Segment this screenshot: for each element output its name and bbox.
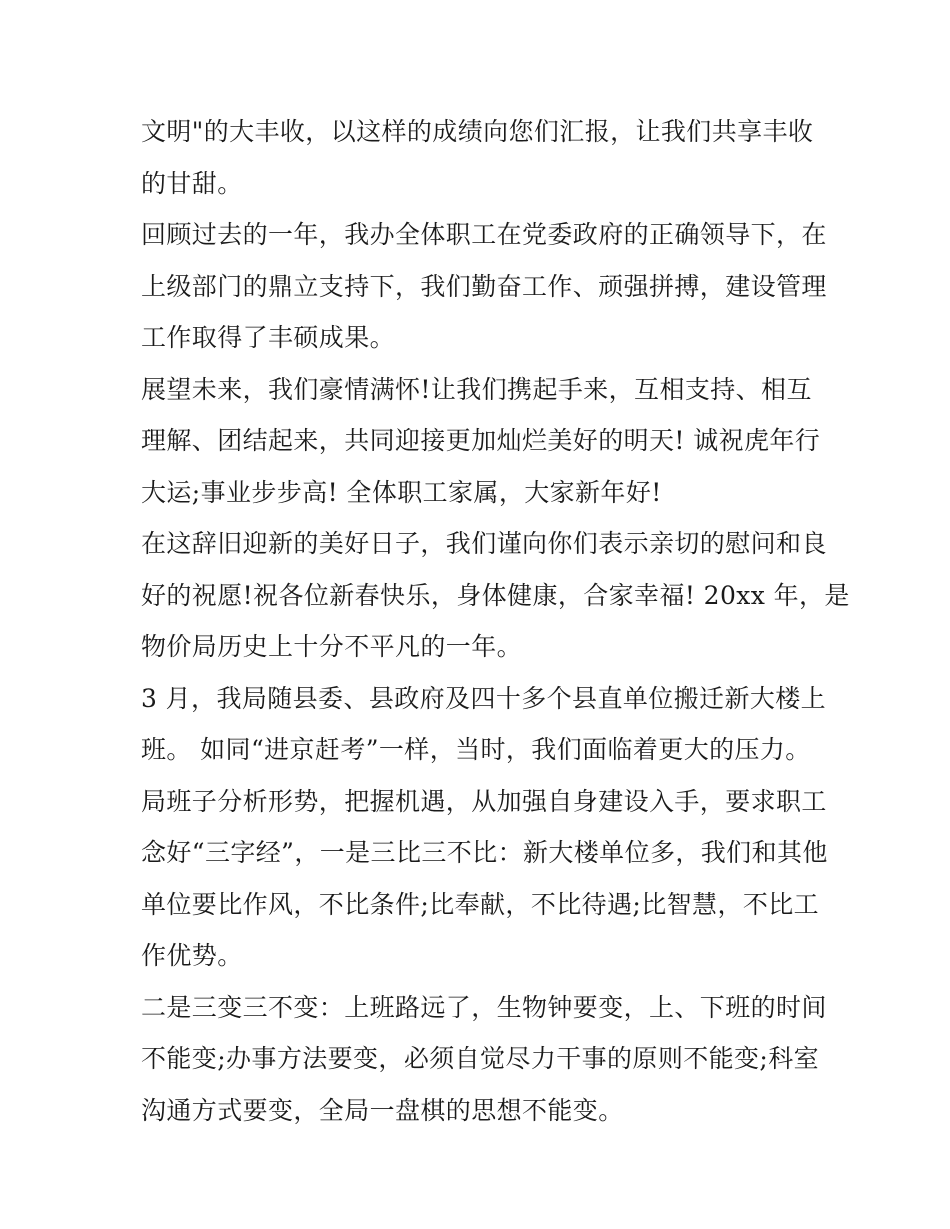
- text-line: 在这辞旧迎新的美好日子，我们谨向你们表示亲切的慰问和良: [141, 529, 827, 558]
- text-line: 好的祝愿!祝各位新春快乐，身体健康，合家幸福! 20xx 年，是: [141, 580, 850, 610]
- document-body: [141, 106, 850, 1136]
- text-line: 念好“三字经”，一是三比三不比：新大楼单位多，我们和其他: [141, 838, 828, 867]
- text-line: 回顾过去的一年，我办全体职工在党委政府的正确领导下，在: [141, 220, 827, 249]
- text-line: 不能变;办事方法要变，必须自觉尽力干事的原则不能变;科室: [141, 1044, 820, 1073]
- text-line: 班。 如同“进京赶考”一样，当时，我们面临着更大的压力。: [141, 735, 811, 764]
- text-line: 沟通方式要变，全局一盘棋的思想不能变。: [141, 1095, 624, 1125]
- text-line: 的甘甜。: [141, 168, 243, 198]
- text-line: 展望未来，我们豪情满怀!让我们携起手来，互相支持、相互: [141, 374, 812, 404]
- text-line: 上级部门的鼎立支持下，我们勤奋工作、顽强拼搏，建设管理: [141, 271, 827, 301]
- text-line: 文明"的大丰收，以这样的成绩向您们汇报，让我们共享丰收: [141, 117, 814, 146]
- text-line: 大运;事业步步高! 全体职工家属，大家新年好!: [141, 477, 662, 507]
- text-line: 作优势。: [141, 941, 243, 970]
- text-line: 理解、团结起来，共同迎接更加灿烂美好的明天! 诚祝虎年行: [141, 426, 821, 455]
- text-line: 单位要比作风，不比条件;比奉献，不比待遇;比智慧，不比工: [141, 889, 820, 919]
- text-line: 局班子分析形势，把握机遇，从加强自身建设入手，要求职工: [141, 786, 827, 816]
- text-line: 工作取得了丰硕成果。: [141, 323, 396, 352]
- text-line: 物价局历史上十分不平凡的一年。: [141, 632, 523, 661]
- text-line: 二是三变三不变：上班路远了，生物钟要变，上、下班的时间: [141, 992, 827, 1022]
- text-line: 3 月，我局随县委、县政府及四十多个县直单位搬迁新大楼上: [141, 683, 827, 713]
